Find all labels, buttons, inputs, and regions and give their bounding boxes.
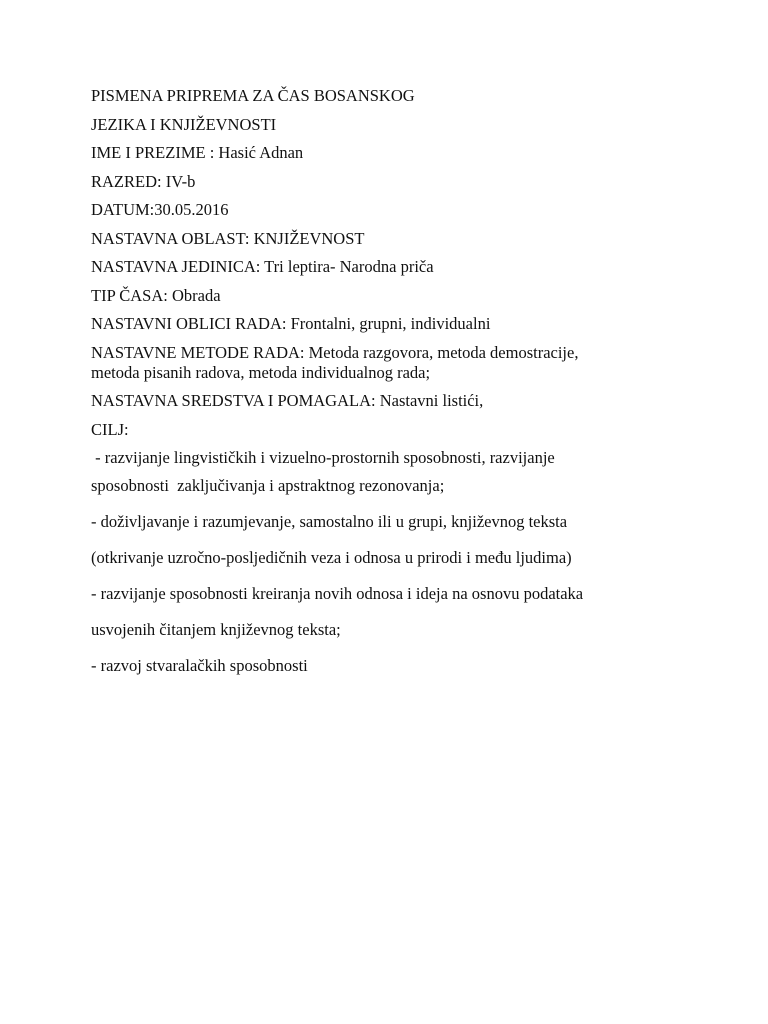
document-content <box>91 86 691 684</box>
goals-list <box>91 448 691 676</box>
teaching-area-line: NASTAVNA OBLAST: KNJIŽEVNOST <box>91 228 365 248</box>
name-line: IME I PREZIME : Hasić Adnan <box>91 143 304 162</box>
lesson-type-line: TIP ČASA: Obrada <box>91 285 221 305</box>
methods-line-1: NASTAVNE METODE RADA: Metoda razgovora, metoda demostracije, <box>91 342 579 362</box>
goal-line: - razvijanje sposobnosti kreiranja novih odnosa i ideja na osnovu podataka <box>91 584 584 603</box>
work-forms-line: NASTAVNI OBLICI RADA: Frontalni, grupni, individualni <box>91 314 491 333</box>
goal-line: - doživljavanje i razumjevanje, samostalno ili u grupi, književnog teksta <box>91 512 568 531</box>
resources-line: NASTAVNA SREDSTVA I POMAGALA: Nastavni listići, <box>91 391 484 410</box>
goal-line: sposobnosti zaključivanja i apstraktnog rezonovanja; <box>91 476 445 495</box>
grade-line: RAZRED: IV-b <box>91 171 196 191</box>
goal-heading: CILJ: <box>91 419 129 439</box>
goal-line: - razvijanje lingvističkih i vizuelno-prostornih sposobnosti, razvijanje <box>91 448 555 467</box>
methods-paragraph <box>91 343 691 383</box>
goal-line: (otkrivanje uzročno-posljedičnih veza i odnosa u prirodi i među ljudima) <box>91 548 572 567</box>
goal-line: usvojenih čitanjem književnog teksta; <box>91 620 341 639</box>
methods-line-2: metoda pisanih radova, metoda individualnog rada; <box>91 362 431 382</box>
teaching-unit-line: NASTAVNA JEDINICA: Tri leptira- Narodna priča <box>91 257 434 276</box>
date-line: DATUM:30.05.2016 <box>91 200 229 219</box>
title-line-2: JEZIKA I KNJIŽEVNOSTI <box>91 114 277 134</box>
goal-line: - razvoj stvaralačkih sposobnosti <box>91 656 308 675</box>
title-line-1: PISMENA PRIPREMA ZA ČAS BOSANSKOG <box>91 86 415 105</box>
